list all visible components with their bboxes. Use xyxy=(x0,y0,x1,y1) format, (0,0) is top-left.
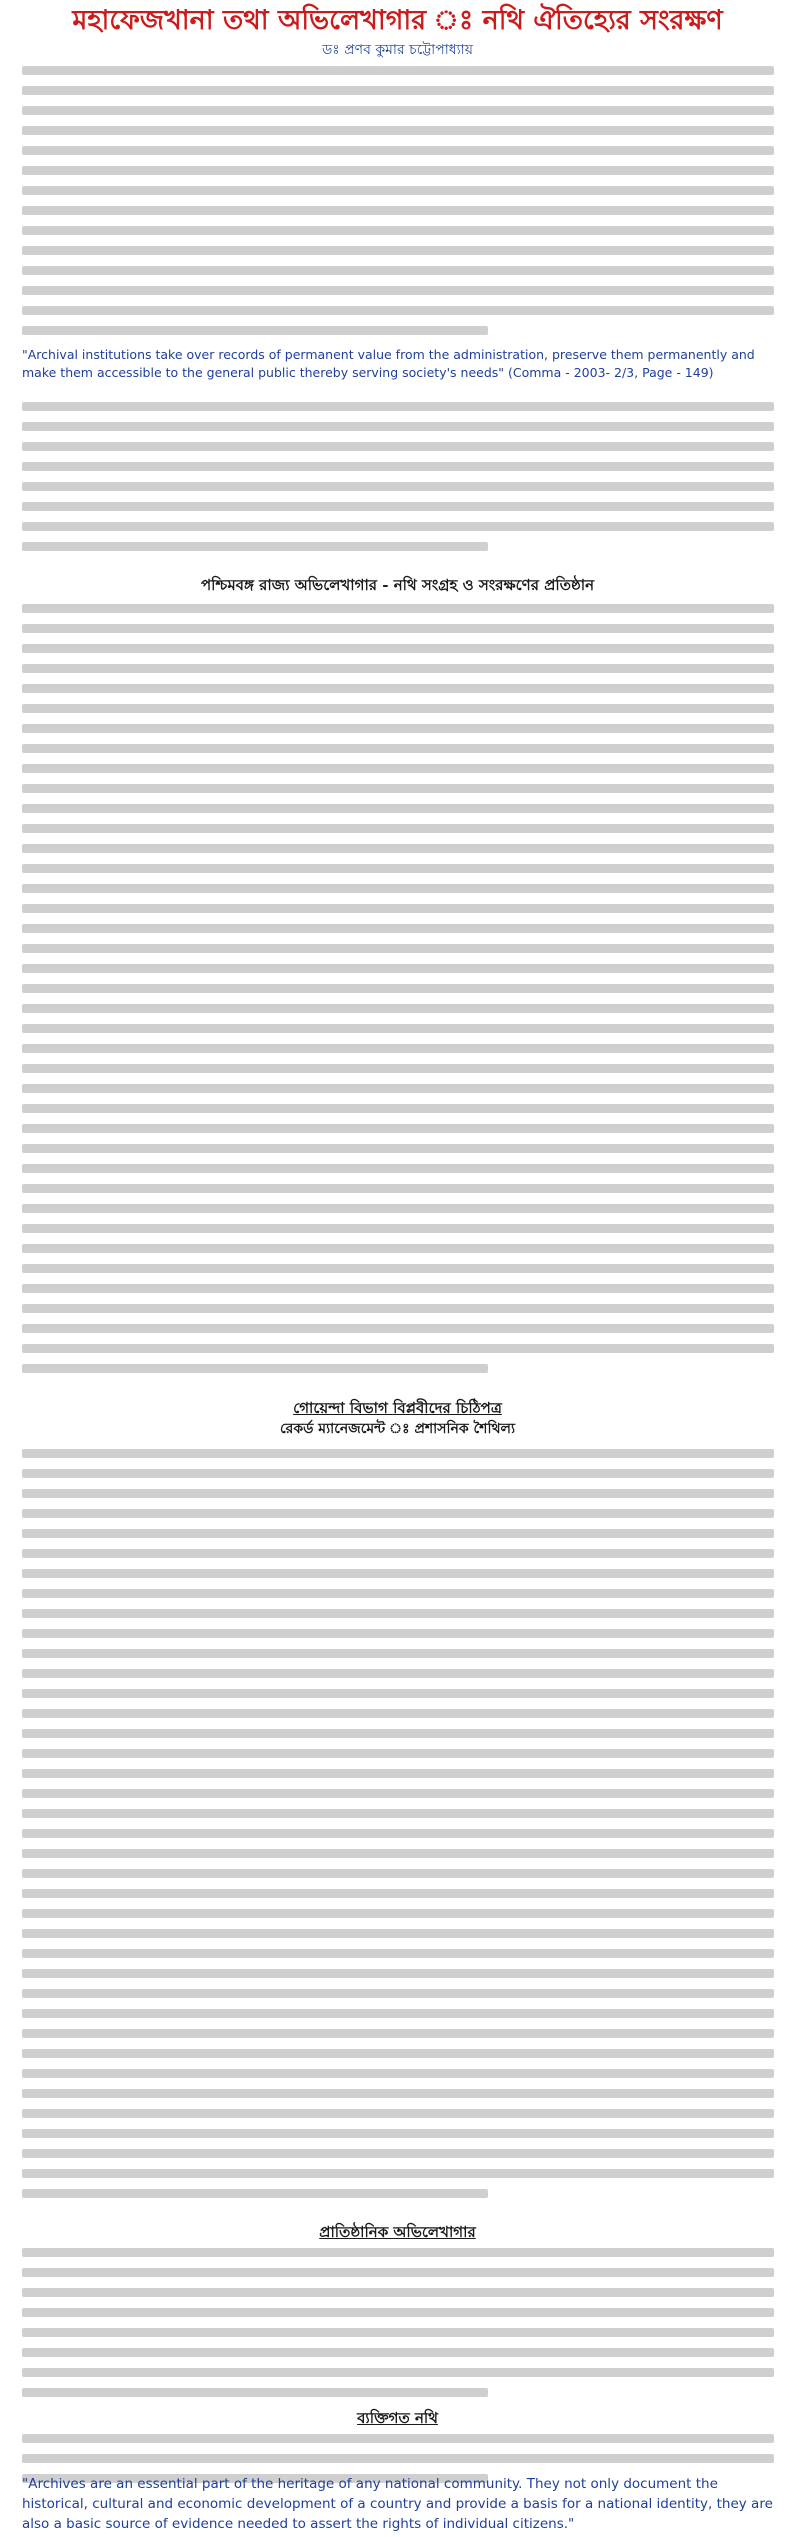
closing-quote: "Archives are an essential part of the heritage of any national community. They not only document the historical, cultural and economic development of a country and provide a basis for a national identity, they are also a basic source of evidence needed to assert the rights of individual citizens." xyxy=(22,2476,773,2532)
section-heading-private-records: ব্যক্তিগত নথি xyxy=(357,2409,438,2427)
section-2-text xyxy=(22,604,774,1384)
section-1-text-continued xyxy=(22,402,774,562)
section-heading-institutional-archives: প্রাতিষ্ঠানিক অভিলেখাগার xyxy=(319,2223,476,2241)
section-subheading-record-management: রেকর্ড ম্যানেজমেন্ট ঃ প্রশাসনিক শৈথিল্য xyxy=(279,1421,516,1437)
section-heading-intelligence-letters: গোয়েন্দা বিভাগ বিপ্লবীদের চিঠিপত্র xyxy=(293,1399,502,1417)
section-heading-west-bengal-archives: পশ্চিমবঙ্গ রাজ্য অভিলেখাগার - নথি সংগ্রহ ও সংরক্ষণের প্রতিষ্ঠান xyxy=(200,576,595,594)
section-3-text xyxy=(22,1449,774,2209)
section-1-text xyxy=(22,66,774,346)
section-4-text xyxy=(22,2248,774,2408)
author-byline: ডঃ প্রণব কুমার চট্টোপাধ্যায় xyxy=(321,42,473,58)
archival-institutions-quote: "Archival institutions take over records of permanent value from the administration, preserve them permanently and make them accessible to the general public thereby serving society's needs" (Comma - 2003- 2/3, Page - 149) xyxy=(22,347,755,380)
article-title: মহাফেজখানা তথা অভিলেখাগার ঃ নথি ঐতিহ্যের সংরক্ষণ xyxy=(72,5,723,36)
